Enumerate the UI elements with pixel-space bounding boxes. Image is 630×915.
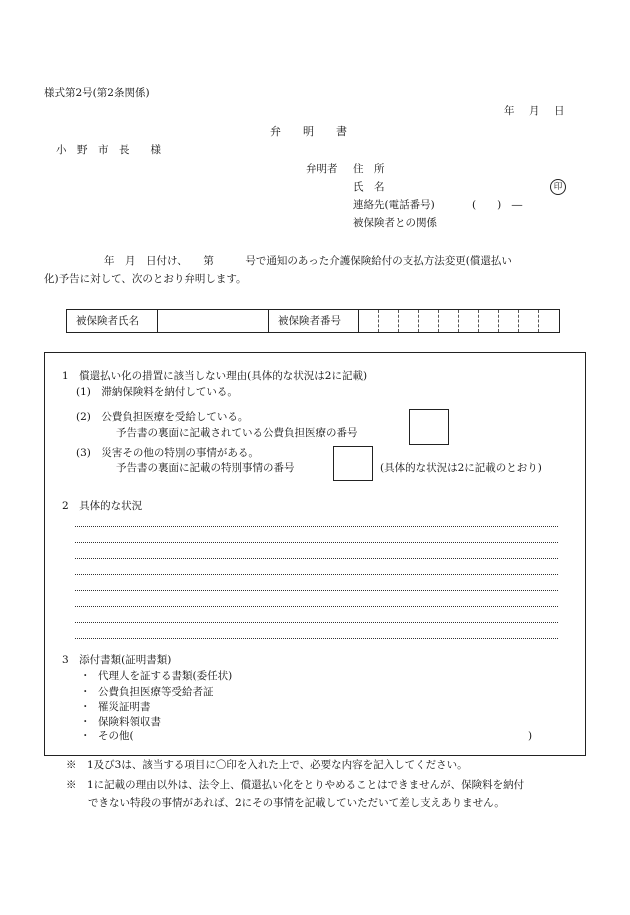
address-label: 住 所 [353, 163, 385, 175]
close-paren: ) [528, 730, 533, 742]
writing-line[interactable] [75, 558, 558, 559]
writing-line[interactable] [75, 542, 558, 543]
section1-item3-note: (具体的な状況は2に記載のとおり) [380, 462, 542, 474]
bullet: ・ [80, 670, 91, 682]
public-medical-number-box[interactable] [409, 409, 449, 445]
page-title: 弁 明 書 [270, 125, 347, 138]
insured-number-label: 被保険者番号 [278, 315, 341, 327]
note-2-line-1: ※ 1に記載の理由以外は、法令上、償還払い化をとりやめることはできませんが、保険料を納付 [66, 779, 525, 791]
bullet: ・ [80, 686, 91, 698]
attachment-item: 公費負担医療等受給者証 [98, 686, 214, 698]
section1-item1: (1) 滞納保険料を納付している。 [76, 386, 238, 398]
section1-item3-sub: 予告書の裏面に記載の特別事情の番号 [116, 462, 295, 474]
section1-item2-sub: 予告書の裏面に記載されている公費負担医療の番号 [116, 427, 358, 439]
section1-item3: (3) 災害その他の特別の事情がある。 [76, 447, 259, 459]
relation-label: 被保険者との関係 [353, 217, 437, 229]
writing-line[interactable] [75, 590, 558, 591]
attachment-item: 罹災証明書 [98, 701, 151, 713]
writing-line[interactable] [75, 526, 558, 527]
applicant-heading: 弁明者 [306, 163, 338, 175]
writing-line[interactable] [75, 638, 558, 639]
attachment-item: 保険料領収書 [98, 716, 161, 728]
contact-format: ( ) ― [472, 199, 523, 211]
table-divider [268, 310, 269, 332]
contact-label: 連絡先(電話番号) [353, 199, 435, 211]
name-label: 氏 名 [353, 181, 385, 193]
section1-heading: 1 償還払い化の措置に該当しない理由(具体的な状況は2に記載) [62, 370, 368, 382]
bullet: ・ [80, 701, 91, 713]
bullet: ・ [80, 730, 91, 742]
insured-name-field[interactable] [157, 310, 267, 332]
writing-line[interactable] [75, 606, 558, 607]
writing-line[interactable] [75, 574, 558, 575]
writing-line[interactable] [75, 622, 558, 623]
insured-number-field[interactable] [358, 310, 559, 332]
attachment-item: その他( [98, 730, 134, 742]
section3-heading: 3 添付書類(証明書類) [62, 654, 172, 666]
insured-name-label: 被保険者氏名 [76, 315, 139, 327]
attachment-item: 代理人を証する書類(委任状) [98, 670, 233, 682]
date-header: 年 月 日 [504, 105, 567, 117]
note-1: ※ 1及び3は、該当する項目に〇印を入れた上で、必要な内容を記入してください。 [66, 759, 468, 771]
body-line-2: 化)予告に対して、次のとおり弁明します。 [44, 273, 247, 285]
section1-item2: (2) 公費負担医療を受給している。 [76, 411, 249, 423]
seal-mark: 印 [550, 179, 566, 195]
addressee: 小 野 市 長 様 [56, 144, 161, 156]
note-2-line-2: できない特段の事情があれば、2にその事情を記載していただいて差し支えありません。 [88, 797, 505, 809]
section2-heading: 2 具体的な状況 [62, 500, 143, 512]
body-line-1: 年 月 日付け、 第 号で通知のあった介護保険給付の支払方法変更(償還払い [104, 255, 512, 267]
special-circumstance-number-box[interactable] [333, 446, 373, 481]
form-number: 様式第2号(第2条関係) [44, 87, 150, 99]
bullet: ・ [80, 716, 91, 728]
